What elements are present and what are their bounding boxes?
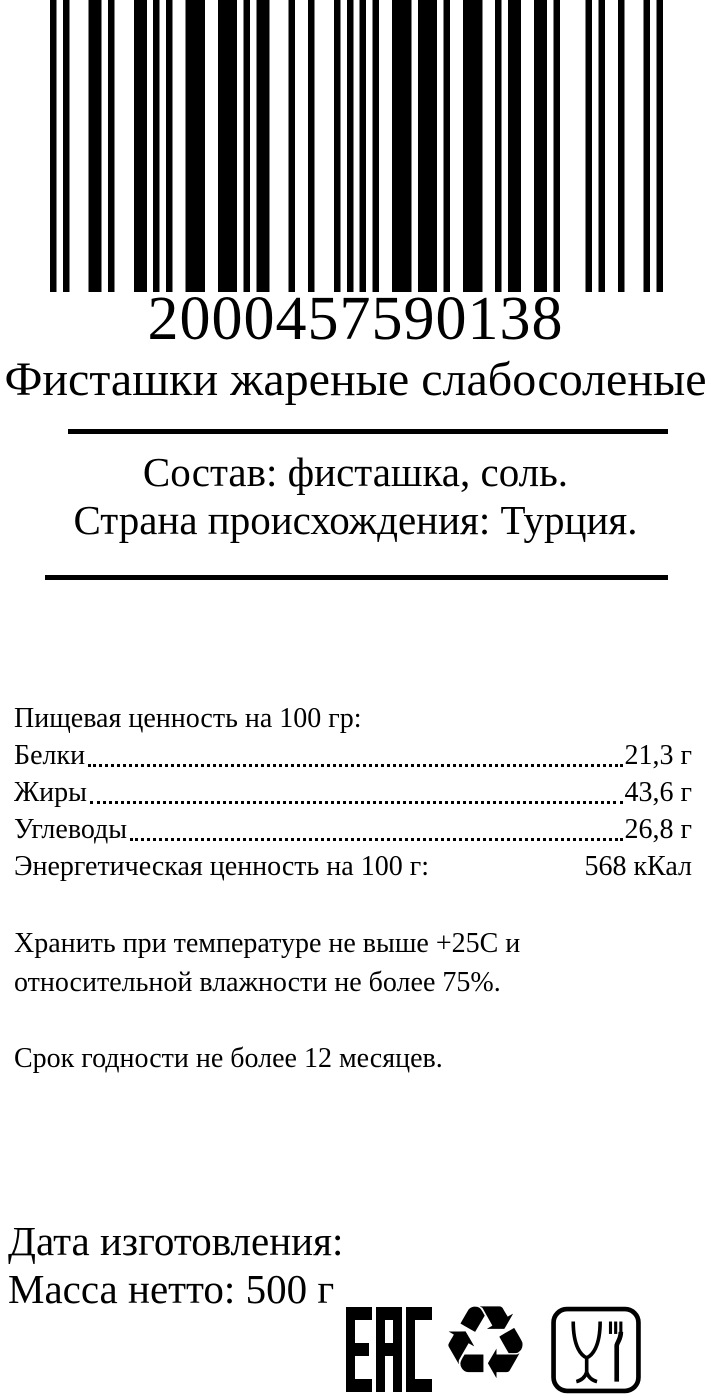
storage-line-1: Хранить при температуре не выше +25С и: [14, 928, 521, 959]
nutrient-label: Углеводы: [14, 814, 128, 845]
product-name: Фисташки жареные слабосоленые: [4, 353, 707, 406]
eac-mark-icon: [346, 1307, 432, 1392]
barcode: [50, 0, 663, 292]
dot-leader: [88, 764, 622, 767]
divider-top: [68, 429, 668, 434]
storage-conditions: [14, 924, 704, 1002]
energy-row: [14, 848, 692, 885]
nutrition-row-protein: [14, 737, 692, 774]
nutrition-row-fat: [14, 774, 692, 811]
divider-bottom: [45, 575, 668, 580]
nutrient-value: 43,6 г: [624, 777, 692, 808]
nutrient-label: Белки: [14, 740, 86, 771]
energy-value: 568 кКал: [584, 851, 692, 882]
dot-leader: [130, 838, 622, 841]
food-safe-glass-fork-icon: [550, 1306, 642, 1394]
origin-line: Страна происхождения: Турция.: [73, 497, 638, 543]
recycling-icon: ♻: [439, 1284, 532, 1400]
nutrition-heading: Пищевая ценность на 100 гр:: [14, 703, 362, 734]
nutrient-value: 26,8 г: [624, 814, 692, 845]
shelf-life: Срок годности не более 12 месяцев.: [14, 1043, 443, 1074]
storage-line-2: относительной влажности не более 75%.: [14, 967, 501, 998]
nutrition-row-carbs: [14, 811, 692, 848]
nutrient-label: Жиры: [14, 777, 87, 808]
nutrition-section: [14, 700, 692, 885]
barcode-number: 2000457590138: [147, 285, 564, 353]
dot-leader: [90, 801, 623, 804]
composition-line: Состав: фисташка, соль.: [142, 449, 569, 495]
energy-label: Энергетическая ценность на 100 г:: [14, 851, 429, 882]
production-date-label: Дата изготовления:: [8, 1218, 344, 1264]
nutrient-value: 21,3 г: [624, 740, 692, 771]
net-weight: Масса нетто: 500 г: [8, 1266, 335, 1312]
